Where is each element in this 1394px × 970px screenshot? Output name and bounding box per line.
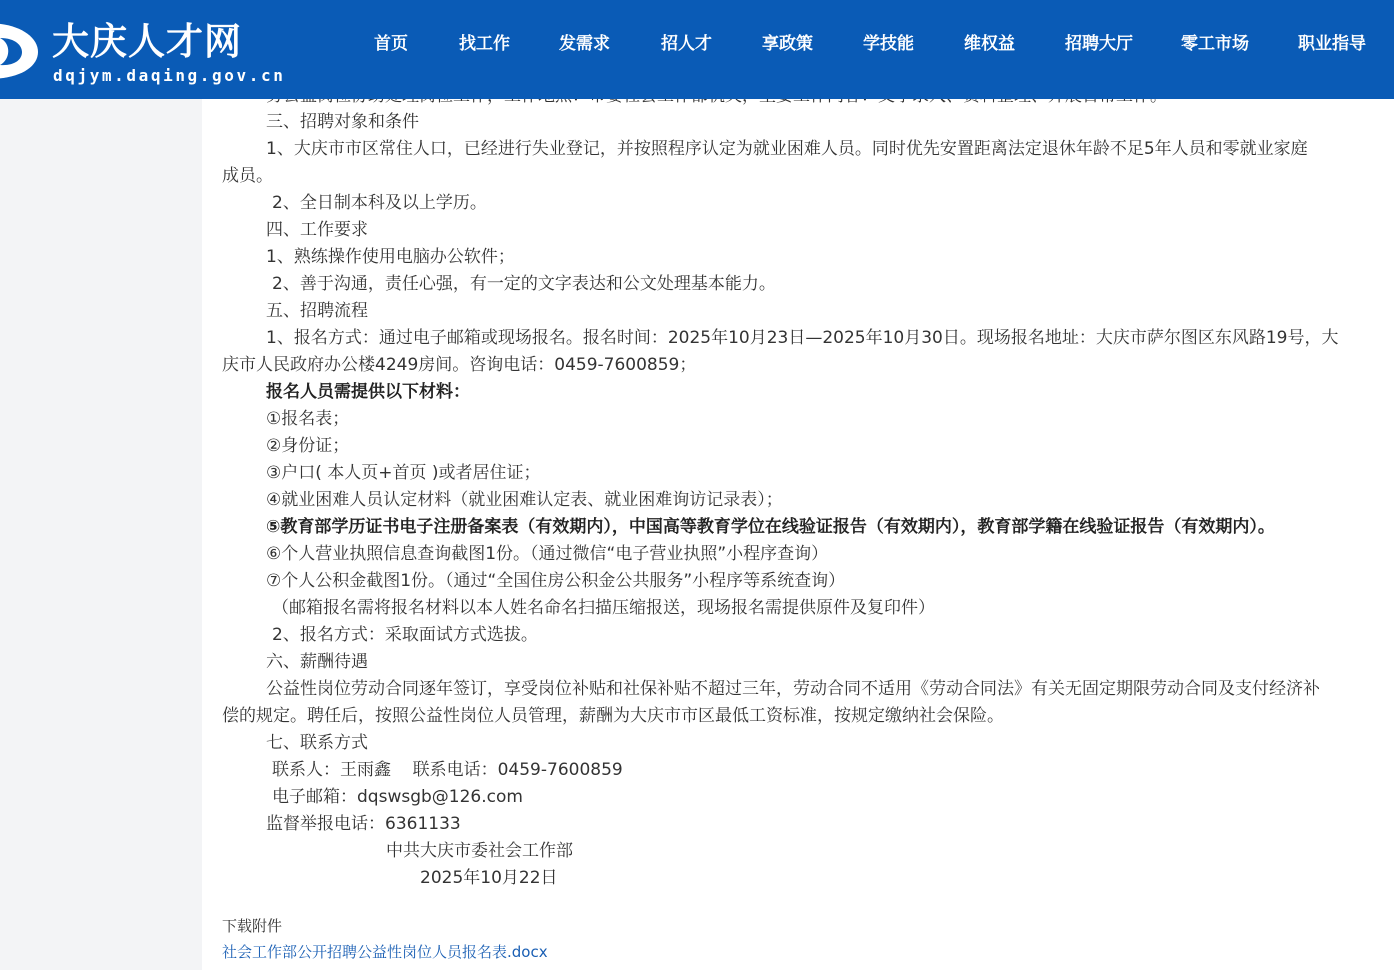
section-heading-4: 四、工作要求: [266, 220, 368, 240]
nav-post-demand[interactable]: 发需求: [559, 34, 610, 54]
material-item: ⑦个人公积金截图1份。（通过“全国住房公积金公共服务”小程序等系统查询）: [266, 571, 846, 591]
site-logo-url: dqjym.daqing.gov.cn: [53, 66, 286, 85]
article-line: 2、善于沟通，责任心强，有一定的文字表达和公文处理基本能力。: [272, 274, 776, 294]
attachment-link[interactable]: 社会工作部公开招聘公益性岗位人员报名表.docx: [222, 943, 548, 961]
signature-date: 2025年10月22日: [420, 868, 558, 888]
site-header: [0, 0, 1394, 99]
materials-heading: 报名人员需提供以下材料：: [266, 382, 470, 402]
nav-recruit-talent[interactable]: 招人才: [661, 34, 712, 54]
contact-person: 联系人：王雨鑫 联系电话：0459-7600859: [272, 760, 623, 780]
site-logo-title[interactable]: 大庆人才网: [52, 20, 242, 63]
nav-policy[interactable]: 享政策: [762, 34, 813, 54]
section-heading-3: 三、招聘对象和条件: [266, 112, 419, 132]
nav-rights[interactable]: 维权益: [964, 34, 1015, 54]
attachments-label: 下载附件: [222, 917, 283, 935]
article-line: 成员。: [222, 166, 273, 186]
section-heading-7: 七、联系方式: [266, 733, 368, 753]
article-content: [222, 99, 1394, 970]
material-item: ⑥个人营业执照信息查询截图1份。（通过微信“电子营业执照”小程序查询）: [266, 544, 829, 564]
left-sidebar: [0, 99, 202, 970]
material-item: ④就业困难人员认定材料（就业困难认定表、就业困难询访记录表）；: [266, 490, 783, 510]
supervision-phone: 监督举报电话：6361133: [266, 814, 461, 834]
logo-icon: [0, 18, 40, 84]
nav-find-job[interactable]: 找工作: [459, 34, 510, 54]
article-line: 2、全日制本科及以上学历。: [272, 193, 487, 213]
article-line: 公益性岗位劳动合同逐年签订，享受岗位补贴和社保补贴不超过三年，劳动合同不适用《劳动合同法》有关无固定期限劳动合同及支付经济补: [266, 679, 1320, 699]
article-line: 庆市人民政府办公楼4249房间。咨询电话：0459-7600859；: [222, 355, 697, 375]
material-item: ③户口( 本人页+首页 )或者居住证；: [266, 463, 541, 483]
nav-skills[interactable]: 学技能: [863, 34, 914, 54]
nav-gig-market[interactable]: 零工市场: [1181, 34, 1249, 54]
nav-job-hall[interactable]: 招聘大厅: [1065, 34, 1133, 54]
signature-org: 中共大庆市委社会工作部: [386, 841, 573, 861]
section-heading-6: 六、薪酬待遇: [266, 652, 368, 672]
article-line: 1、报名方式：通过电子邮箱或现场报名。报名时间：2025年10月23日—2025年10月30日。现场报名地址：大庆市萨尔图区东风路19号，大: [266, 328, 1339, 348]
article-line: 1、大庆市市区常住人口，已经进行失业登记，并按照程序认定为就业困难人员。同时优先安置距离法定退休年龄不足5年人员和零就业家庭: [266, 139, 1308, 159]
material-item: ②身份证；: [266, 436, 350, 456]
article-line: （邮箱报名需将报名材料以本人姓名命名扫描压缩报送，现场报名需提供原件及复印件）: [272, 598, 935, 618]
article-line: 1、熟练操作使用电脑办公软件；: [266, 247, 515, 267]
nav-home[interactable]: 首页: [374, 34, 408, 54]
section-heading-5: 五、招聘流程: [266, 301, 368, 321]
contact-email: 电子邮箱：dqswsgb@126.com: [272, 787, 523, 807]
nav-career-guidance[interactable]: 职业指导: [1298, 34, 1366, 54]
material-item: ①报名表；: [266, 409, 350, 429]
article-line: 偿的规定。聘任后，按照公益性岗位人员管理，薪酬为大庆市市区最低工资标准，按规定缴纳社会保险。: [222, 706, 1004, 726]
article-line: 2、报名方式：采取面试方式选拔。: [272, 625, 538, 645]
material-item: ⑤教育部学历证书电子注册备案表（有效期内），中国高等教育学位在线验证报告（有效期内），教育部学籍在线验证报告（有效期内）。: [266, 517, 1275, 537]
